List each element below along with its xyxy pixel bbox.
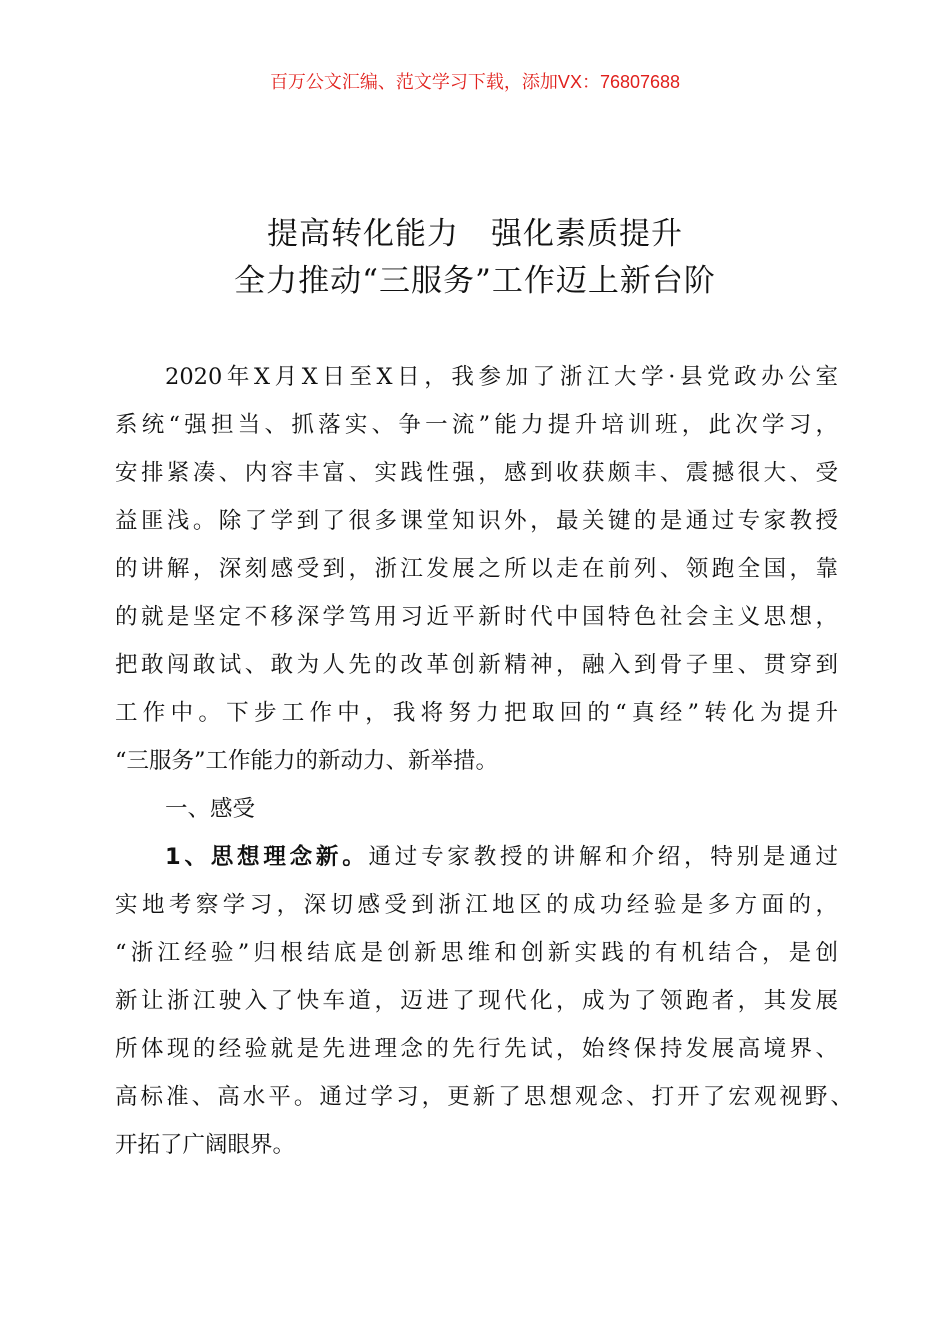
paragraph-line: 安排紧凑、内容丰富、实践性强，感到收获颇丰、震撼很大、受 — [115, 460, 838, 486]
paragraph-line: 工作中。下步工作中，我将努力把取回的“真经”转化为提升 — [115, 700, 838, 726]
document-body — [115, 358, 853, 1174]
section-heading: 一、感受 — [165, 796, 256, 822]
paragraph-line: 的讲解，深刻感受到，浙江发展之所以走在前列、领跑全国，靠 — [115, 556, 838, 582]
item-heading: 1、思想理念新。 — [165, 844, 369, 870]
watermark-header: 百万公文汇编、范文学习下载，添加VX：76807688 — [269, 72, 681, 92]
document-title-line-1: 提高转化能力 强化素质提升 — [267, 216, 683, 252]
paragraph-line: 实地考察学习，深切感受到浙江地区的成功经验是多方面的， — [115, 892, 838, 918]
paragraph-line: 把敢闯敢试、敢为人先的改革创新精神，融入到骨子里、贯穿到 — [115, 652, 838, 678]
paragraph-line: 开拓了广阔眼界。 — [115, 1132, 296, 1158]
paragraph-line: 新让浙江驶入了快车道，迈进了现代化，成为了领跑者，其发展 — [115, 988, 838, 1014]
paragraph-line: 益匪浅。除了学到了很多课堂知识外，最关键的是通过专家教授 — [115, 508, 838, 534]
item-text: 通过专家教授的讲解和介绍，特别是通过 — [368, 844, 838, 870]
paragraph-line: “浙江经验”归根结底是创新思维和创新实践的有机结合，是创 — [115, 940, 838, 966]
paragraph-line: 系统“强担当、抓落实、争一流”能力提升培训班，此次学习， — [115, 412, 838, 438]
paragraph-line: 所体现的经验就是先进理念的先行先试，始终保持发展高境界、 — [115, 1036, 838, 1062]
paragraph-line: 的就是坚定不移深学笃用习近平新时代中国特色社会主义思想， — [115, 604, 838, 630]
paragraph-line: “三服务”工作能力的新动力、新举措。 — [115, 748, 499, 774]
paragraph-line: 2020年X月X日至X日，我参加了浙江大学·县党政办公室 — [165, 364, 838, 390]
document-title-line-2: 全力推动“三服务”工作迈上新台阶 — [234, 263, 716, 299]
paragraph-line: 高标准、高水平。通过学习，更新了思想观念、打开了宏观视野、 — [115, 1084, 853, 1110]
item-first-line — [115, 838, 838, 886]
